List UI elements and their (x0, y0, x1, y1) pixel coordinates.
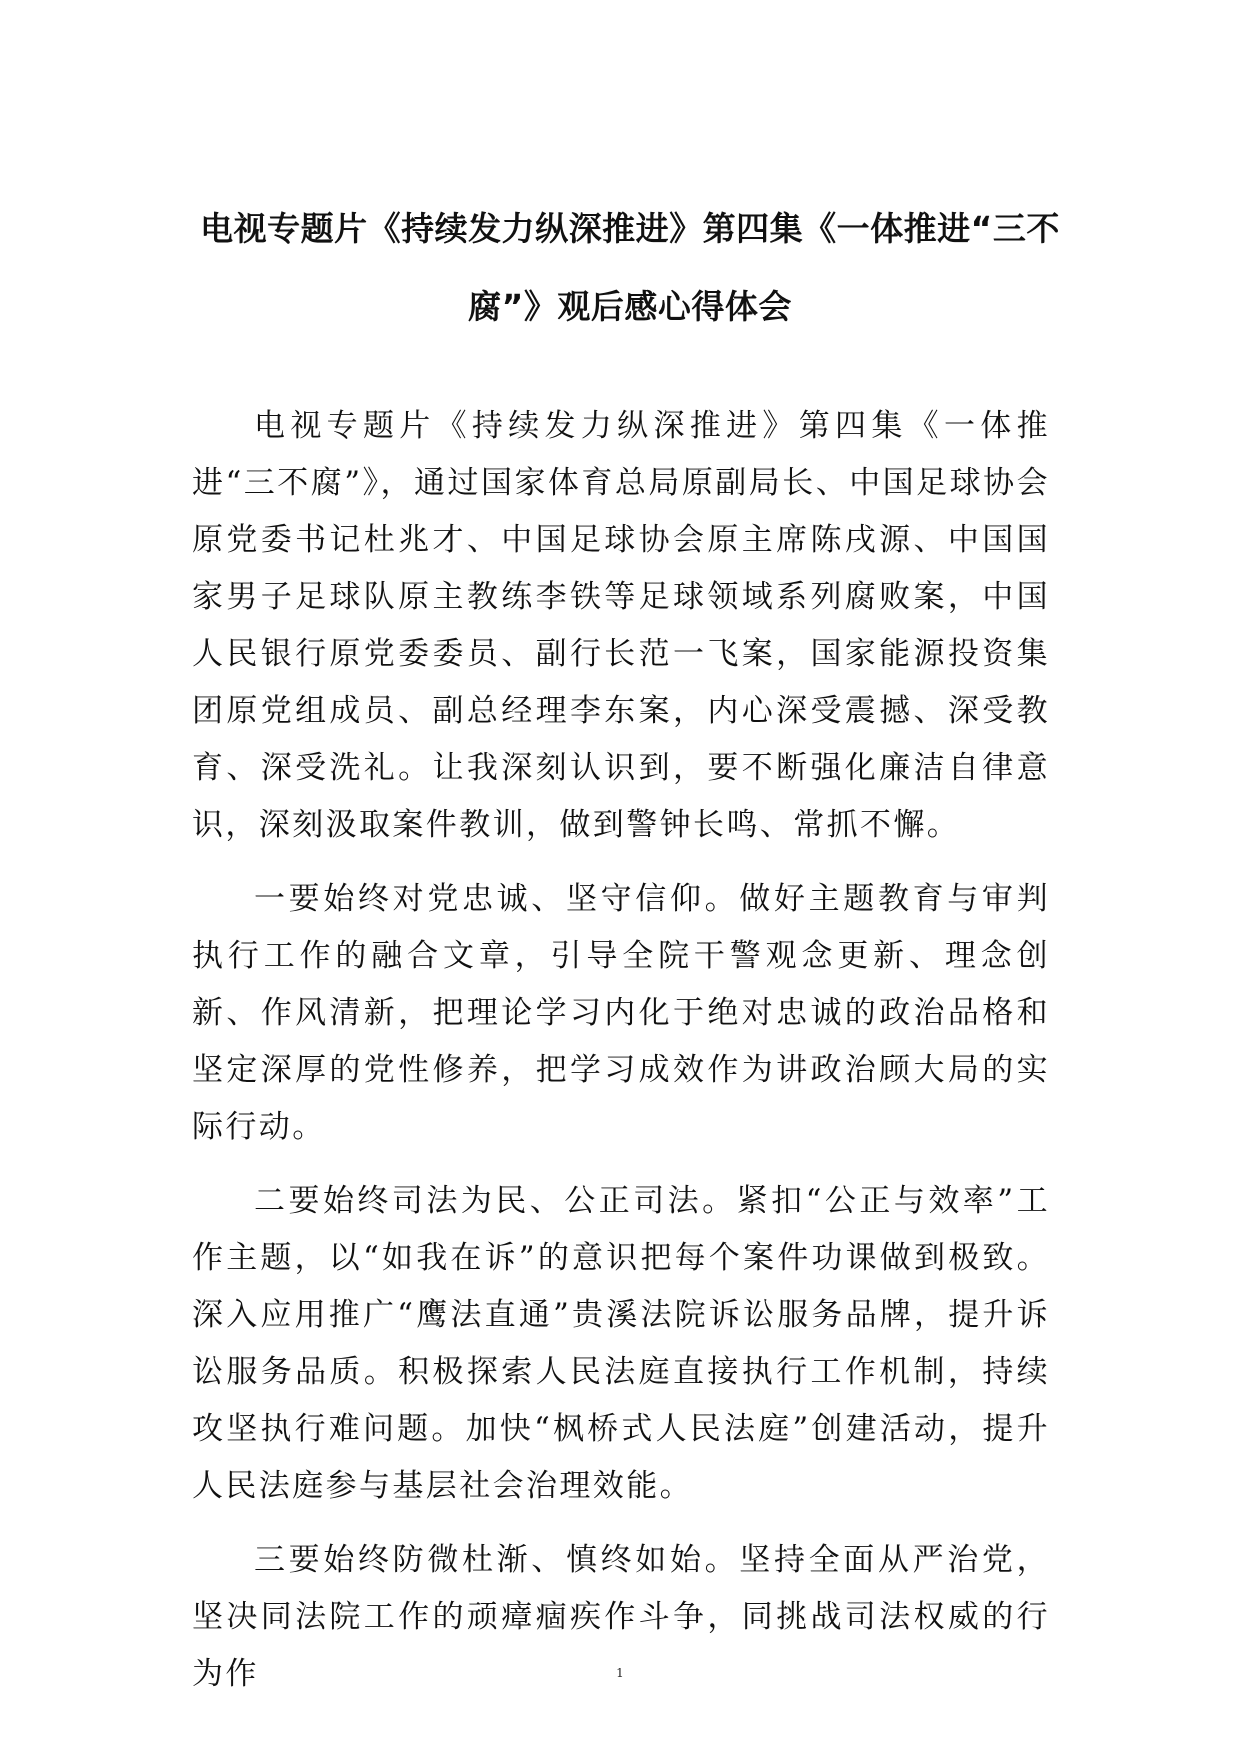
paragraph-point-one: 一要始终对党忠诚、坚守信仰。做好主题教育与审判执行工作的融合文章，引导全院干警观念更新、理念创新、作风清新，把理论学习内化于绝对忠诚的政治品格和坚定深厚的党性修养，把学习成效作为讲政治顾大局的实际行动。 (192, 881, 1050, 1145)
document-body (192, 398, 1050, 1703)
paragraph-point-three: 三要始终防微杜渐、慎终如始。坚持全面从严治党，坚决同法院工作的顽瘴痼疾作斗争，同挑战司法权威的行为作 (192, 1542, 1050, 1692)
paragraph-point-two: 二要始终司法为民、公正司法。紧扣“公正与效率”工作主题，以“如我在诉”的意识把每个案件功课做到极致。深入应用推广“鹰法直通”贵溪法院诉讼服务品牌，提升诉讼服务品质。积极探索人民法庭直接执行工作机制，持续攻坚执行难问题。加快“枫桥式人民法庭”创建活动，提升人民法庭参与基层社会治理效能。 (192, 1183, 1050, 1504)
document-title: 电视专题片《持续发力纵深推进》第四集《一体推进“三不腐”》观后感心得体会 (200, 209, 1060, 326)
page-number: 1 (616, 1666, 624, 1680)
paragraph-intro: 电视专题片《持续发力纵深推进》第四集《一体推进“三不腐”》，通过国家体育总局原副局长、中国足球协会原党委书记杜兆才、中国足球协会原主席陈戌源、中国国家男子足球队原主教练李铁等足球领域系列腐败案，中国人民银行原党委委员、副行长范一飞案，国家能源投资集团原党组成员、副总经理李东案，内心深受震撼、深受教育、深受洗礼。让我深刻认识到，要不断强化廉洁自律意识，深刻汲取案件教训，做到警钟长鸣、常抓不懈。 (192, 408, 1050, 843)
